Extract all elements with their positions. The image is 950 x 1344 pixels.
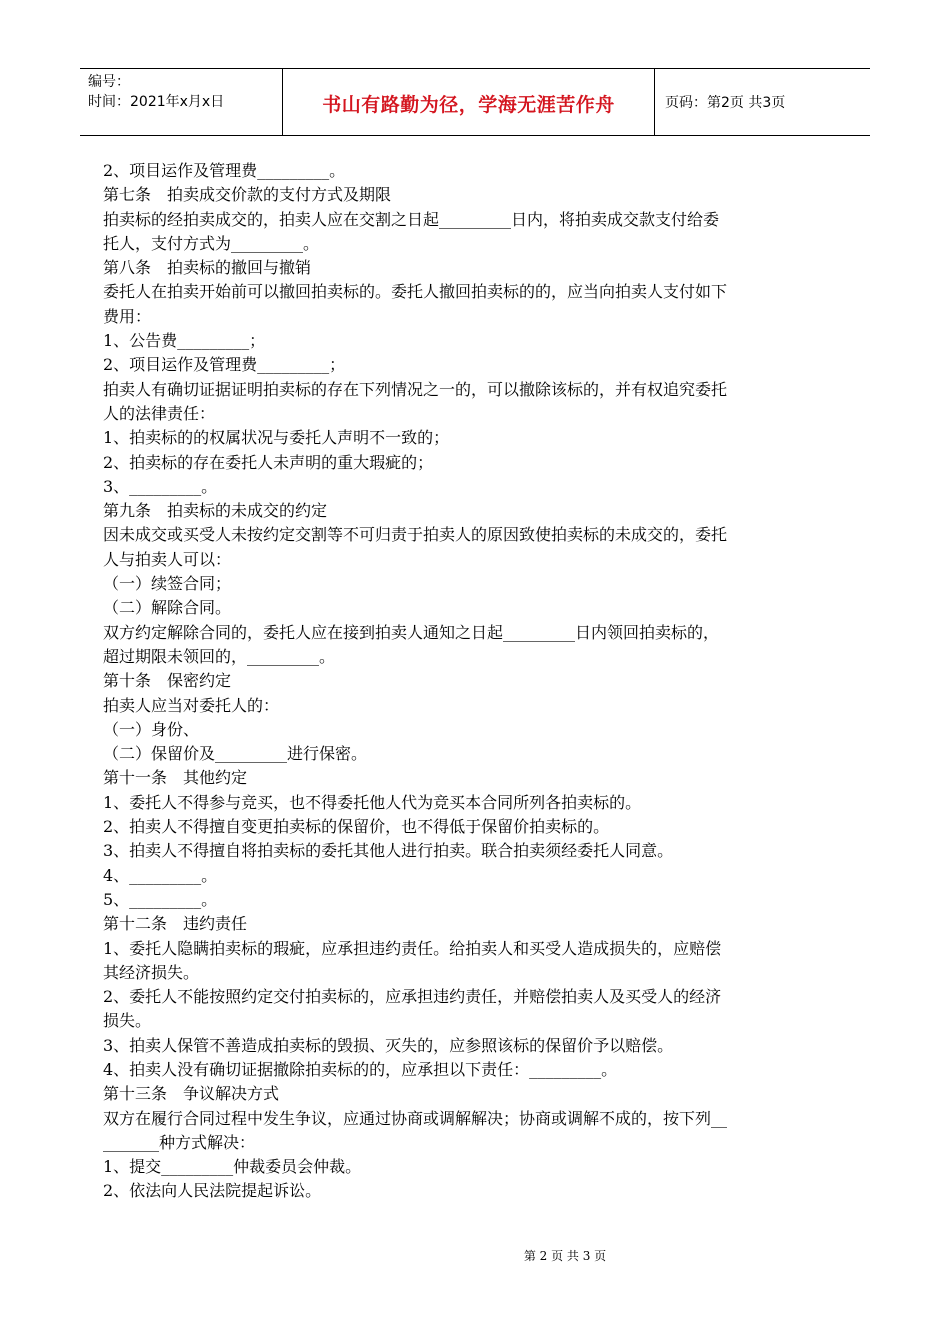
header-motto-cell: [282, 69, 655, 135]
body-line: 第十条 保密约定: [103, 671, 232, 691]
body-line: 损失。: [103, 1011, 152, 1031]
header-meta: [80, 69, 282, 135]
document-number: 编号：: [88, 74, 130, 90]
body-line: 2、拍卖人不得擅自变更拍卖标的保留价，也不得低于保留价拍卖标的。: [103, 817, 610, 837]
body-line: 拍卖人应当对委托人的：: [103, 695, 280, 715]
body-line: 2、项目运作及管理费_________；: [103, 355, 346, 375]
body-line: 第八条 拍卖标的撤回与撤销: [103, 258, 312, 278]
body-line: 其经济损失。: [103, 962, 200, 982]
document-body: [103, 159, 853, 1204]
body-line: 双方在履行合同过程中发生争议，应通过协商或调解解决；协商或调解不成的，按下列__: [103, 1108, 728, 1128]
page-footer: 第 2 页 共 3 页: [523, 1249, 607, 1263]
body-line: 2、依法向人民法院提起诉讼。: [103, 1181, 322, 1201]
body-line: 1、委托人不得参与竞买，也不得委托他人代为竞买本合同所列各拍卖标的。: [103, 792, 642, 812]
body-line: 1、公告费_________；: [103, 331, 266, 351]
body-line: 4、_________。: [103, 865, 218, 885]
body-line: 第十一条 其他约定: [103, 768, 248, 788]
document-date: 时间：2021年x月x日: [88, 94, 225, 110]
body-line: _______种方式解决：: [103, 1132, 256, 1152]
body-line: 人与拍卖人可以：: [103, 549, 232, 569]
body-line: 托人，支付方式为_________。: [103, 233, 320, 253]
page-indicator: 页码：第2页 共3页: [665, 95, 786, 111]
body-line: 4、拍卖人没有确切证据撤除拍卖标的的，应承担以下责任：_________。: [103, 1059, 618, 1079]
body-line: 3、_________。: [103, 476, 218, 496]
body-line: 1、拍卖标的的权属状况与委托人声明不一致的；: [103, 428, 450, 448]
body-line: 第十三条 争议解决方式: [103, 1084, 280, 1104]
body-line: 费用：: [103, 306, 152, 326]
body-line: 委托人在拍卖开始前可以撤回拍卖标的。委托人撤回拍卖标的的，应当向拍卖人支付如下: [103, 282, 728, 302]
body-line: 超过期限未领回的，_________。: [103, 646, 336, 666]
body-line: 因未成交或买受人未按约定交割等不可归责于拍卖人的原因致使拍卖标的未成交的，委托: [103, 525, 728, 545]
body-line: （一）身份、: [103, 719, 200, 739]
body-line: 1、委托人隐瞒拍卖标的瑕疵，应承担违约责任。给拍卖人和买受人造成损失的，应赔偿: [103, 938, 722, 958]
body-line: 人的法律责任：: [103, 403, 216, 423]
body-line: 2、拍卖标的存在委托人未声明的重大瑕疵的；: [103, 452, 434, 472]
body-line: 第九条 拍卖标的未成交的约定: [103, 501, 328, 521]
page-header: [80, 68, 870, 136]
body-line: 拍卖标的经拍卖成交的，拍卖人应在交割之日起_________日内，将拍卖成交款支付给委: [103, 209, 720, 229]
body-line: 第十二条 违约责任: [103, 914, 248, 934]
body-line: 第七条 拍卖成交价款的支付方式及期限: [103, 185, 392, 205]
body-line: （一）续签合同；: [103, 574, 232, 594]
body-line: 3、拍卖人保管不善造成拍卖标的毁损、灭失的，应参照该标的保留价予以赔偿。: [103, 1035, 674, 1055]
body-line: （二）保留价及_________进行保密。: [103, 744, 368, 764]
body-line: 1、提交_________仲裁委员会仲裁。: [103, 1157, 362, 1177]
body-line: 3、拍卖人不得擅自将拍卖标的委托其他人进行拍卖。联合拍卖须经委托人同意。: [103, 841, 674, 861]
body-line: 5、_________。: [103, 889, 218, 909]
body-line: 2、项目运作及管理费_________。: [103, 161, 346, 180]
body-line: 拍卖人有确切证据证明拍卖标的存在下列情况之一的，可以撤除该标的，并有权追究委托: [103, 379, 728, 399]
body-line: 双方约定解除合同的，委托人应在接到拍卖人通知之日起_________日内领回拍卖标的，: [103, 622, 720, 642]
header-page-cell: [655, 69, 870, 135]
body-line: 2、委托人不能按照约定交付拍卖标的，应承担违约责任，并赔偿拍卖人及买受人的经济: [103, 987, 722, 1007]
motto: 书山有路勤为径，学海无涯苦作舟: [322, 93, 615, 116]
body-line: （二）解除合同。: [103, 598, 232, 618]
